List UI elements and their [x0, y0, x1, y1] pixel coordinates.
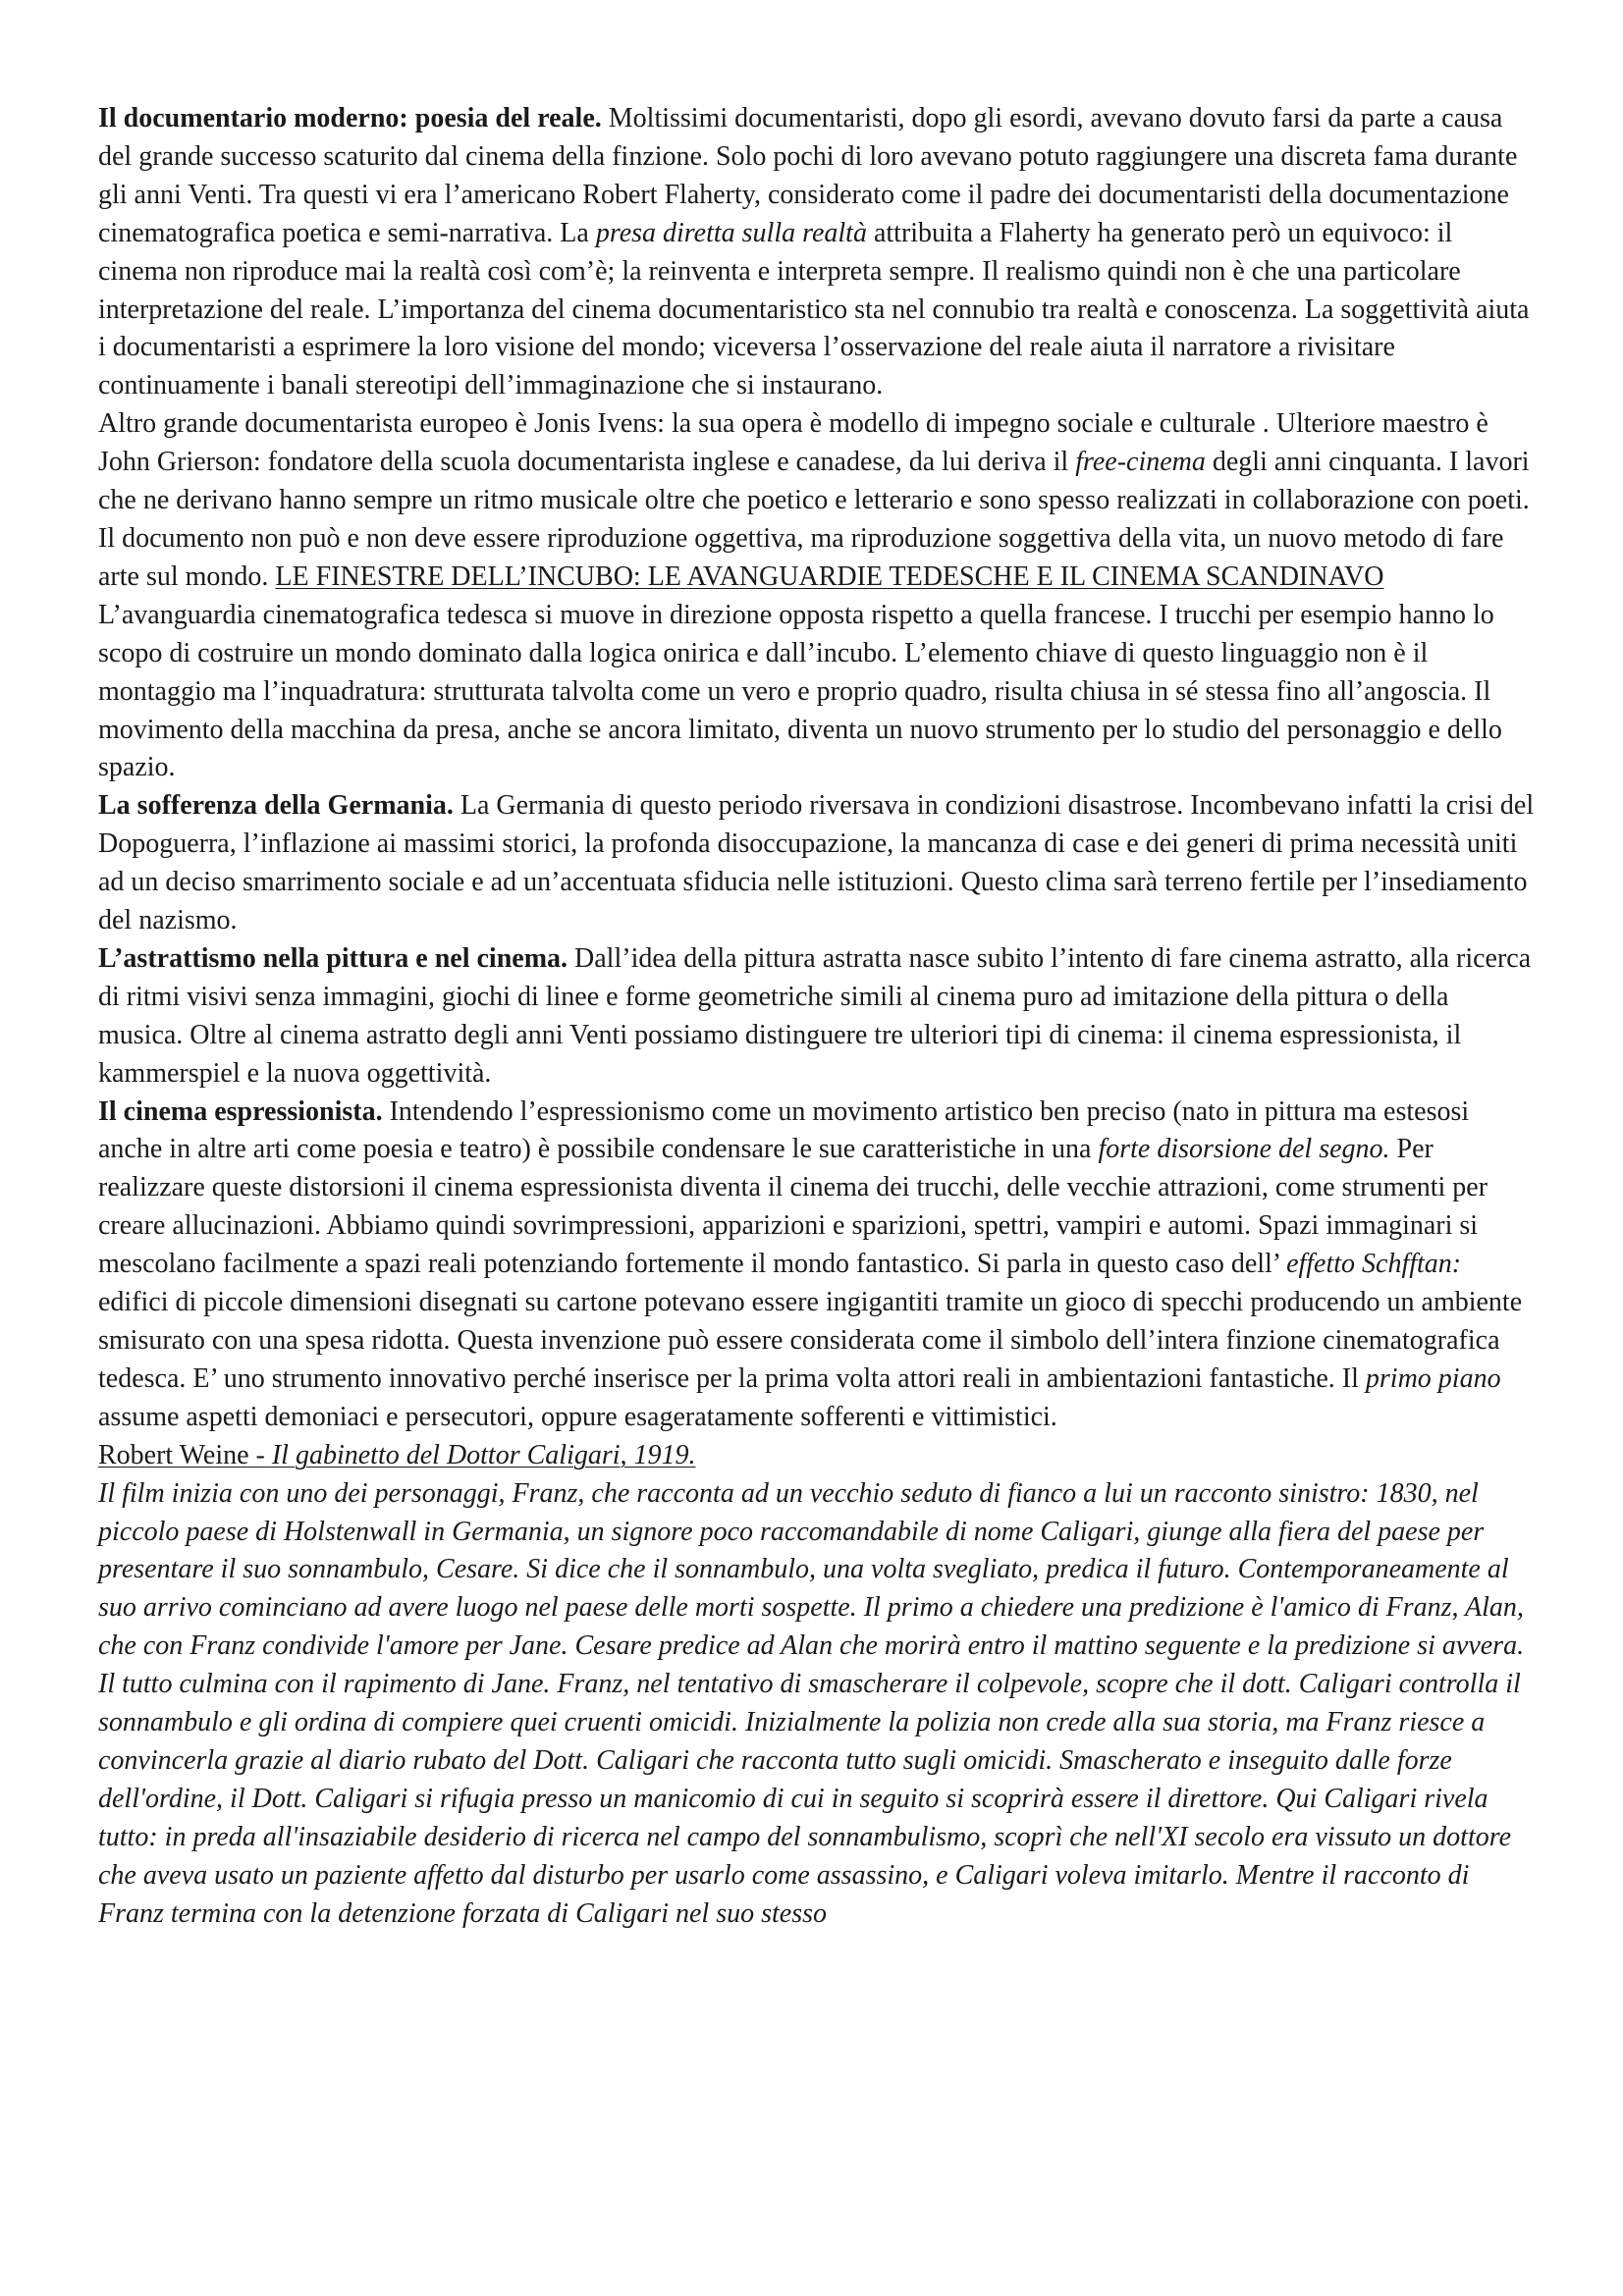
paragraph-text: attribuita a Flaherty ha generato però un equivoco: il cinema non riproduce mai la realtà così com’è; la reinventa e interpreta sempre. Il realismo quindi non è che una particolare interpretazione del reale. L’importanza del cinema documentaristico sta nel connubio tra realtà e conoscenza. La soggettività aiuta i documentaristi a esprimere la loro visione del mondo; viceversa l’osservazione del reale aiuta il narratore a rivisitare continuamente i banali stereotipi dell’immaginazione che si instaurano. — [98, 217, 1530, 401]
italic-term-presa-diretta: presa diretta sulla realtà — [595, 217, 867, 248]
chapter-title-finestre-incubo: LE FINESTRE DELL’INCUBO: LE AVANGUARDIE TEDESCHE E IL CINEMA SCANDINAVO — [275, 561, 1384, 592]
section-heading-germania: La sofferenza della Germania. — [98, 790, 454, 822]
paragraph-astrattismo — [98, 940, 1535, 1094]
paragraph-avanguardia-tedesca — [98, 597, 1535, 788]
paragraph-text: L’avanguardia cinematografica tedesca si muove in direzione opposta rispetto a quella francese. I trucchi per esempio hanno lo scopo di costruire un mondo dominato dalla logica onirica e dall’incubo. L’elemento chiave di questo linguaggio non è il montaggio ma l’inquadratura: strutturata talvolta come un vero e proprio quadro, risulta chiusa in sé stessa fino all’angoscia. Il movimento della macchina da presa, anche se ancora limitato, diventa un nuovo strumento per lo studio del personaggio e dello spazio. — [98, 599, 1502, 783]
document-page — [98, 100, 1535, 1934]
film-reference-caligari — [98, 1437, 1535, 1475]
italic-term-disorsione: forte disorsione del segno. — [1098, 1134, 1390, 1165]
paragraph-text: Per realizzare queste distorsioni il cinema espressionista diventa il cinema dei trucchi, delle vecchie attrazioni, come strumenti per creare allucinazioni. Abbiamo quindi sovrimpressioni, apparizioni e sparizioni, spettri, vampiri e automi. Spazi immaginari si mescolano facilmente a spazi reali potenziando fortemente il mondo fantastico. Si parla in questo caso dell’ — [98, 1134, 1488, 1280]
paragraph-cinema-espressionista — [98, 1094, 1535, 1437]
paragraph-text: assume aspetti demoniaci e persecutori, oppure esageratamente sofferenti e vittimistici. — [98, 1401, 1057, 1432]
section-heading-documentario: Il documentario moderno: poesia del reale. — [98, 103, 602, 133]
paragraph-documentario-moderno — [98, 100, 1535, 405]
paragraph-ivens-grierson — [98, 405, 1535, 597]
paragraph-text: La Germania di questo periodo riversava in condizioni disastrose. Incombevano infatti la crisi del Dopoguerra, l’inflazione ai massimi storici, la profonda disoccupazione, la mancanza di case e dei generi di prima necessità uniti ad un deciso smarrimento sociale e ad un’accentuata sfiducia nelle istituzioni. Questo clima sarà terreno fertile per l’insediamento del nazismo. — [98, 790, 1535, 936]
italic-term-primo-piano: primo piano — [1365, 1362, 1501, 1394]
paragraph-text: Intendendo l’espressionismo come un movimento artistico ben preciso (nato in pittura ma estesosi anche in altre arti come poesia e teatro) è possibile condensare le sue caratteristiche in una — [98, 1095, 1470, 1165]
paragraph-text: edifici di piccole dimensioni disegnati su cartone potevano essere ingigantiti tramite un gioco di specchi producendo un ambiente smisurato con una spesa ridotta. Questa invenzione può essere considerata come il simbolo dell’intera finzione cinematografica tedesca. E’ uno strumento innovativo perché inserisce per la prima volta attori reali in ambientazioni fantastiche. Il — [98, 1287, 1523, 1394]
italic-term-free-cinema: free-cinema — [1075, 447, 1206, 478]
paragraph-caligari-synopsis — [98, 1475, 1535, 1934]
paragraph-text: Altro grande documentarista europeo è Jonis Ivens: la sua opera è modello di impegno sociale e culturale . Ulteriore maestro è John Grierson: fondatore della scuola documentarista inglese e canadese, da lui deriva il — [98, 408, 1488, 478]
italic-term-effetto-schfftan: effetto Schfftan: — [1286, 1249, 1462, 1280]
section-heading-espressionista: Il cinema espressionista. — [98, 1095, 383, 1127]
section-heading-astrattismo: L’astrattismo nella pittura e nel cinema. — [98, 942, 568, 974]
synopsis-text: Il film inizia con uno dei personaggi, Franz, che racconta ad un vecchio seduto di fianco a lui un racconto sinistro: 1830, nel piccolo paese di Holstenwall in Germania, un signore poco raccomandabile di nome Caligari, giunge alla fiera del paese per presentare il suo sonnambulo, Cesare. Si dice che il sonnambulo, una volta svegliato, predica il futuro. Contemporaneamente al suo arrivo cominciano ad avere luogo nel paese delle morti sospette. Il primo a chiedere una predizione è l'amico di Franz, Alan, che con Franz condivide l'amore per Jane. Cesare predice ad Alan che morirà entro il mattino seguente e la predizione si avvera. Il tutto culmina con il rapimento di Jane. Franz, nel tentativo di smascherare il colpevole, scopre che il dott. Caligari controlla il sonnambulo e gli ordina di compiere quei cruenti omicidi. Inizialmente la polizia non crede alla sua storia, ma Franz riesce a convincerla grazie al diario rubato del Dott. Caligari che racconta tutto sugli omicidi. Smascherato e inseguito dalle forze dell'ordine, il Dott. Caligari si rifugia presso un manicomio di cui in seguito si scoprirà essere il direttore. Qui Caligari rivela tutto: in preda all'insaziabile desiderio di ricerca nel campo del sonnambulismo, scoprì che nell'XI secolo era vissuto un dottore che aveva usato un paziente affetto dal disturbo per usarlo come assassino, e Caligari voleva imitarlo. Mentre il racconto di Franz termina con la detenzione forzata di Caligari nel suo stesso — [98, 1477, 1525, 1929]
film-title: Il gabinetto del Dottor Caligari, 1919. — [271, 1439, 696, 1470]
paragraph-text: Dall’idea della pittura astratta nasce subito l’intento di fare cinema astratto, alla ricerca di ritmi visivi senza immagini, giochi di linee e forme geometriche simili al cinema puro ad imitazione della pittura o della musica. Oltre al cinema astratto degli anni Venti possiamo distinguere tre ulteriori tipi di cinema: il cinema espressionista, il kammerspiel e la nuova oggettività. — [98, 942, 1532, 1089]
paragraph-sofferenza-germania — [98, 787, 1535, 940]
paragraph-text: Moltissimi documentaristi, dopo gli esordi, avevano dovuto farsi da parte a causa del grande successo scaturito dal cinema della finzione. Solo pochi di loro avevano potuto raggiungere una discreta fama durante gli anni Venti. Tra questi vi era l’americano Robert Flaherty, considerato come il padre dei documentaristi della documentazione cinematografica poetica e semi-narrativa. La — [98, 103, 1518, 248]
paragraph-text: degli anni cinquanta. I lavori che ne derivano hanno sempre un ritmo musicale oltre che poetico e letterario e sono spesso realizzati in collaborazione con poeti. Il documento non può e non deve essere riproduzione oggettiva, ma riproduzione soggettiva della vita, un nuovo metodo di fare arte sul mondo. — [98, 447, 1530, 592]
film-author: Robert Weine - — [98, 1439, 272, 1470]
